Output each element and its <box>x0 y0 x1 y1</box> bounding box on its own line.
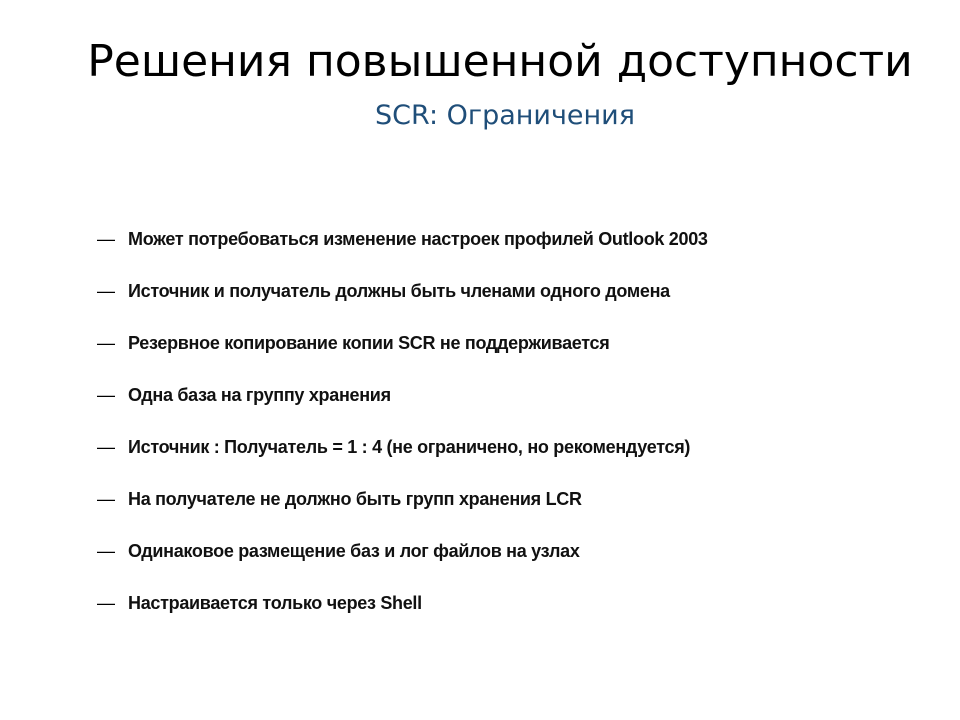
dash-icon: — <box>97 333 115 353</box>
bullet-text: Источник : Получатель = 1 : 4 (не ограничено, но рекомендуется) <box>128 437 691 457</box>
dash-icon: — <box>97 541 115 561</box>
slide-title: Решения повышенной доступности <box>87 36 913 87</box>
slide-subtitle: SCR: Ограничения <box>375 100 635 131</box>
dash-icon: — <box>97 489 115 509</box>
dash-icon: — <box>97 437 115 457</box>
bullet-text: Настраивается только через Shell <box>128 593 422 613</box>
dash-icon: — <box>97 385 115 405</box>
bullet-text: Может потребоваться изменение настроек профилей Outlook 2003 <box>128 229 708 249</box>
dash-icon: — <box>97 229 115 249</box>
dash-icon: — <box>97 593 115 613</box>
bullet-text: Одинаковое размещение баз и лог файлов на узлах <box>128 541 580 561</box>
bullet-text: Резервное копирование копии SCR не поддерживается <box>128 333 610 353</box>
bullet-text: Одна база на группу хранения <box>128 385 391 405</box>
bullet-text: На получателе не должно быть групп хранения LCR <box>128 489 582 509</box>
bullet-text: Источник и получатель должны быть членами одного домена <box>128 281 670 301</box>
dash-icon: — <box>97 281 115 301</box>
